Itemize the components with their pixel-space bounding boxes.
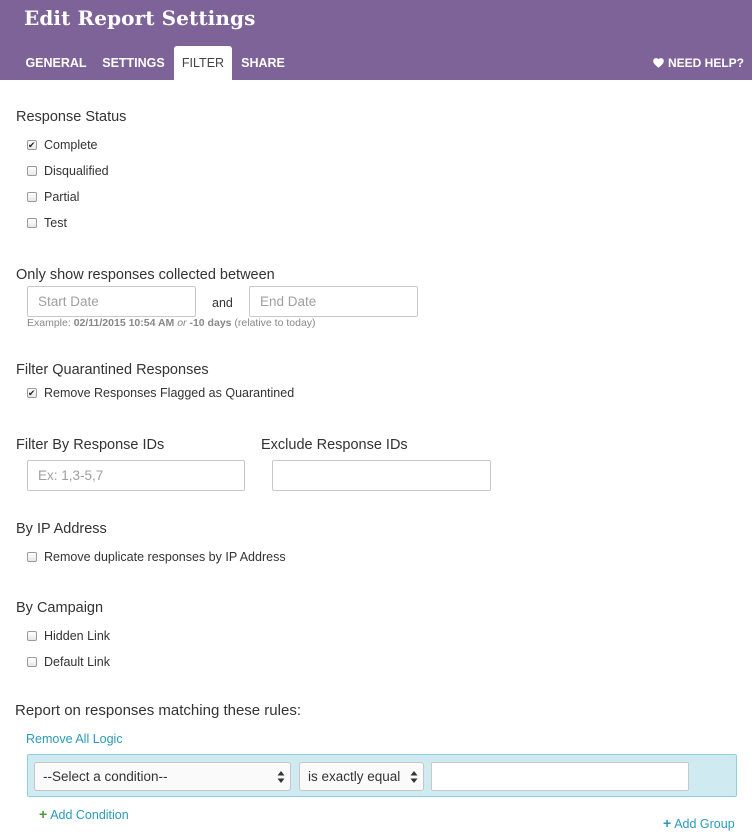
remove-all-logic-link[interactable]: Remove All Logic bbox=[26, 732, 123, 746]
header-bar bbox=[0, 0, 752, 80]
campaign-default-link-label: Default Link bbox=[44, 655, 111, 669]
tab-filter[interactable]: FILTER bbox=[174, 46, 232, 80]
filter-response-ids-input[interactable] bbox=[27, 460, 245, 491]
quarantine-label: Filter Quarantined Responses bbox=[16, 362, 209, 378]
need-help-label: NEED HELP? bbox=[667, 56, 744, 70]
heart-icon bbox=[653, 58, 664, 68]
rule-group bbox=[27, 754, 737, 797]
ip-address-label: By IP Address bbox=[16, 521, 107, 537]
campaign-label: By Campaign bbox=[16, 600, 104, 616]
campaign-hidden-link-checkbox[interactable] bbox=[27, 631, 37, 641]
status-complete-option[interactable] bbox=[27, 137, 98, 153]
exclude-response-ids-input[interactable] bbox=[272, 460, 491, 491]
add-condition-label: Add Condition bbox=[50, 808, 129, 822]
status-disqualified-option[interactable] bbox=[27, 163, 109, 179]
start-date-input[interactable] bbox=[27, 286, 196, 317]
status-partial-option[interactable] bbox=[27, 189, 79, 205]
campaign-default-link-option[interactable] bbox=[27, 654, 110, 670]
tab-settings[interactable]: SETTINGS bbox=[102, 56, 165, 70]
date-range-label: Only show responses collected between bbox=[16, 267, 275, 283]
status-complete-checkbox[interactable] bbox=[27, 140, 37, 150]
operator-select[interactable] bbox=[299, 762, 424, 791]
campaign-default-link-checkbox[interactable] bbox=[27, 657, 37, 667]
add-condition-link[interactable] bbox=[39, 806, 129, 822]
ip-duplicate-option[interactable] bbox=[27, 549, 286, 565]
plus-icon: + bbox=[39, 806, 48, 822]
status-partial-label: Partial bbox=[44, 190, 80, 204]
condition-select-value: --Select a condition-- bbox=[43, 769, 168, 784]
add-group-label: Add Group bbox=[674, 817, 735, 831]
status-disqualified-label: Disqualified bbox=[44, 164, 109, 178]
end-date-input[interactable] bbox=[249, 286, 418, 317]
status-partial-checkbox[interactable] bbox=[27, 192, 37, 202]
and-label: and bbox=[212, 296, 233, 310]
status-disqualified-checkbox[interactable] bbox=[27, 166, 37, 176]
status-test-checkbox[interactable] bbox=[27, 218, 37, 228]
select-arrows-icon bbox=[410, 770, 418, 784]
condition-value-input[interactable] bbox=[431, 762, 689, 791]
select-arrows-icon bbox=[277, 770, 285, 784]
date-example-hint: Example: 02/11/2015 10:54 AM or -10 days (relative to today) bbox=[27, 317, 316, 329]
campaign-hidden-link-label: Hidden Link bbox=[44, 629, 111, 643]
quarantine-option[interactable] bbox=[27, 385, 294, 401]
quarantine-checkbox[interactable] bbox=[27, 388, 37, 398]
need-help-link[interactable] bbox=[653, 46, 744, 80]
status-test-option[interactable] bbox=[27, 215, 67, 231]
status-test-label: Test bbox=[44, 216, 67, 230]
ip-duplicate-checkbox[interactable] bbox=[27, 552, 37, 562]
plus-icon: + bbox=[663, 815, 672, 831]
filter-response-ids-label: Filter By Response IDs bbox=[16, 437, 165, 453]
page-title: Edit Report Settings bbox=[24, 6, 256, 30]
rules-label: Report on responses matching these rules: bbox=[15, 702, 301, 719]
tab-general[interactable]: GENERAL bbox=[25, 56, 87, 70]
operator-select-value: is exactly equal bbox=[308, 769, 401, 784]
exclude-response-ids-label: Exclude Response IDs bbox=[261, 437, 408, 453]
add-group-link[interactable] bbox=[663, 815, 735, 831]
quarantine-option-label: Remove Responses Flagged as Quarantined bbox=[44, 386, 295, 400]
tab-share[interactable]: SHARE bbox=[241, 56, 285, 70]
condition-select[interactable] bbox=[34, 762, 291, 791]
campaign-hidden-link-option[interactable] bbox=[27, 628, 110, 644]
ip-duplicate-label: Remove duplicate responses by IP Address bbox=[44, 550, 286, 564]
status-complete-label: Complete bbox=[44, 138, 98, 152]
response-status-label: Response Status bbox=[16, 109, 127, 125]
